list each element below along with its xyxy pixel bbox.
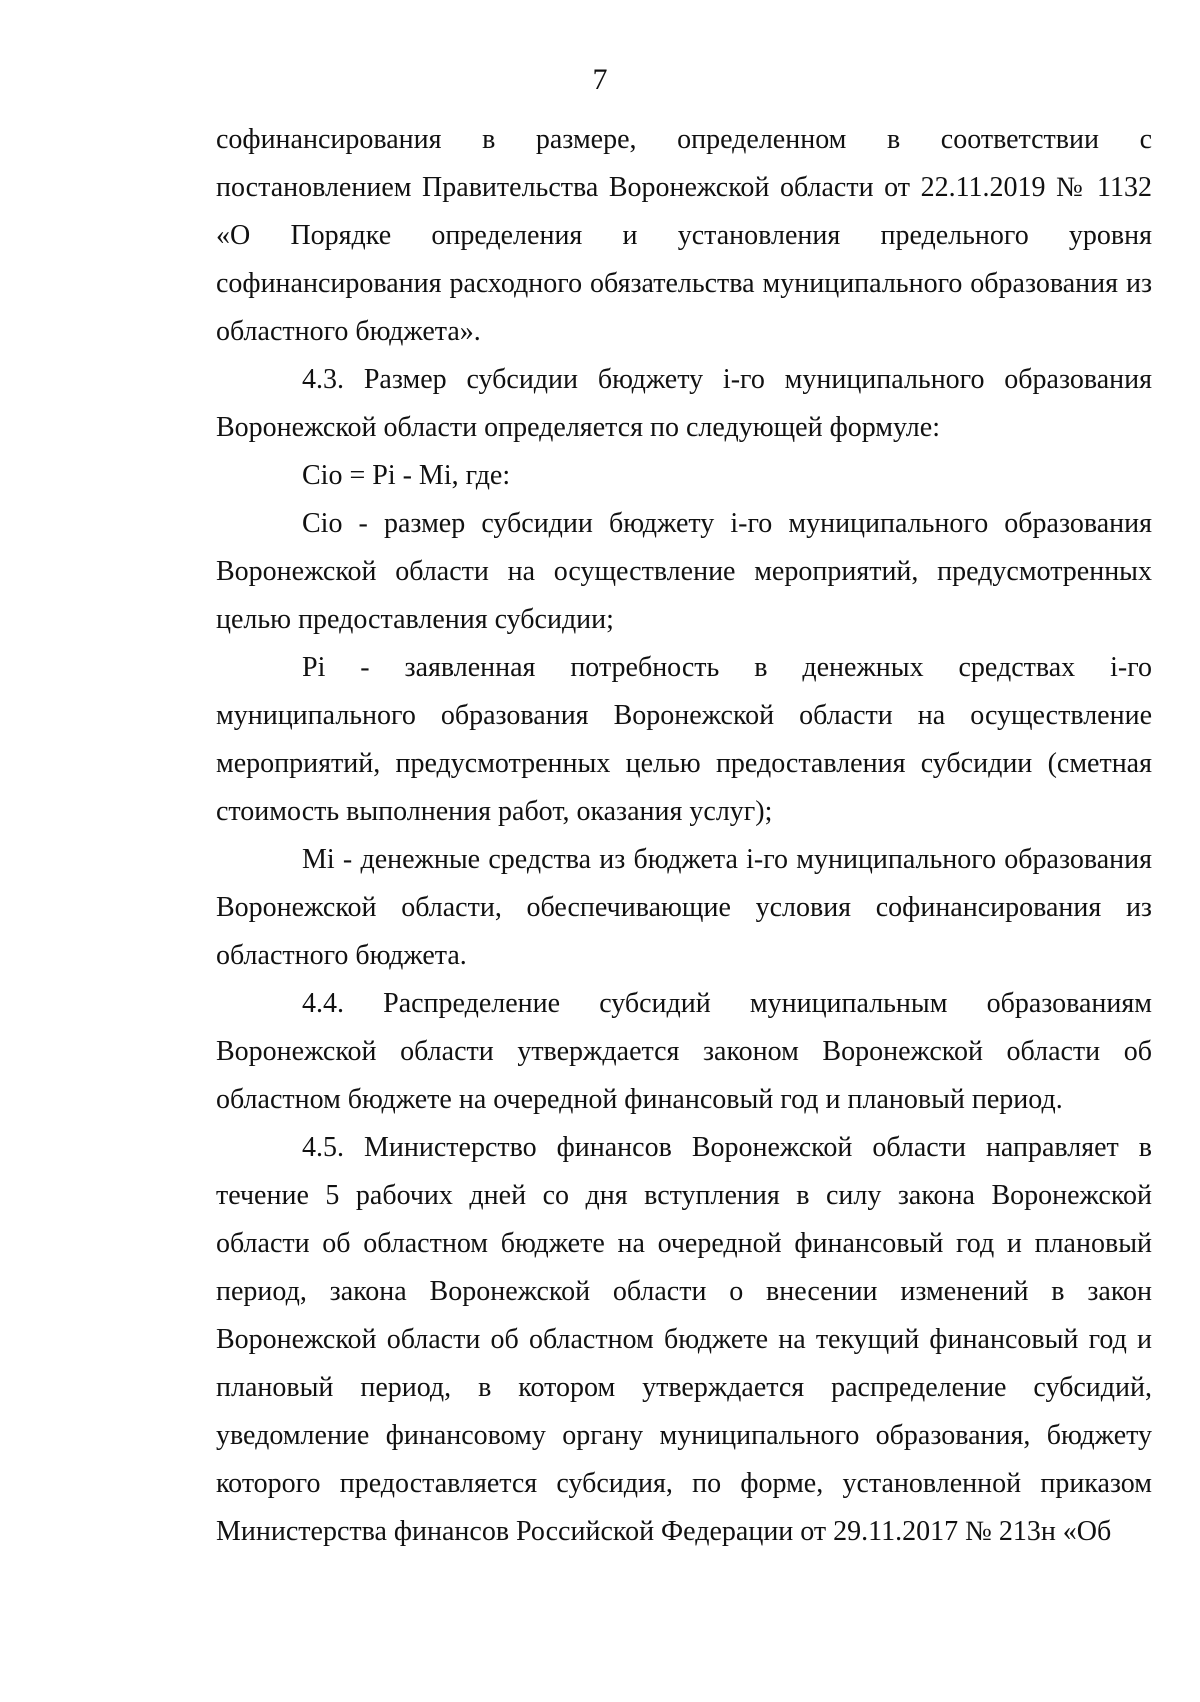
page-number: 7 xyxy=(592,63,608,96)
definition-cio: Cio - размер субсидии бюджету i-го муниципального образования Воронежской области на осуществление мероприятий, предусмотренных целью предоставления субсидии; xyxy=(216,508,1152,635)
paragraph-4-3: 4.3. Размер субсидии бюджету i-го муниципального образования Воронежской области определяется по следующей формуле: xyxy=(216,364,1152,443)
definition-pi: Pi - заявленная потребность в денежных средствах i-го муниципального образования Воронежской области на осуществление мероприятий, предусмотренных целью предоставления субсидии (сметная стоимость выполнения работ, оказания услуг); xyxy=(216,652,1152,827)
paragraph-4-4: 4.4. Распределение субсидий муниципальным образованиям Воронежской области утверждается законом Воронежской области об областном бюджете на очередной финансовый год и плановый период. xyxy=(216,988,1152,1115)
definition-mi: Mi - денежные средства из бюджета i-го муниципального образования Воронежской области, обеспечивающие условия софинансирования из областного бюджета. xyxy=(216,844,1152,971)
formula-line: Cio = Pi - Mi, где: xyxy=(302,460,511,491)
document-body xyxy=(216,116,1152,1556)
paragraph-4-5: 4.5. Министерство финансов Воронежской области направляет в течение 5 рабочих дней со дня вступления в силу закона Воронежской области об областном бюджете на очередной финансовый год и плановый период, закона Воронежской области о внесении изменений в закон Воронежской области об областном бюджете на текущий финансовый год и плановый период, в котором утверждается распределение субсидий, уведомление финансовому органу муниципального образования, бюджету которого предоставляется субсидия, по форме, установленной приказом Министерства финансов Российской Федерации от 29.11.2017 № 213н «Об xyxy=(216,1132,1152,1547)
paragraph-cofinancing-level: софинансирования в размере, определенном в соответствии с постановлением Правительства Воронежской области от 22.11.2019 № 1132 «О Порядке определения и установления предельного уровня софинансирования расходного обязательства муниципального образования из областного бюджета». xyxy=(216,124,1152,347)
